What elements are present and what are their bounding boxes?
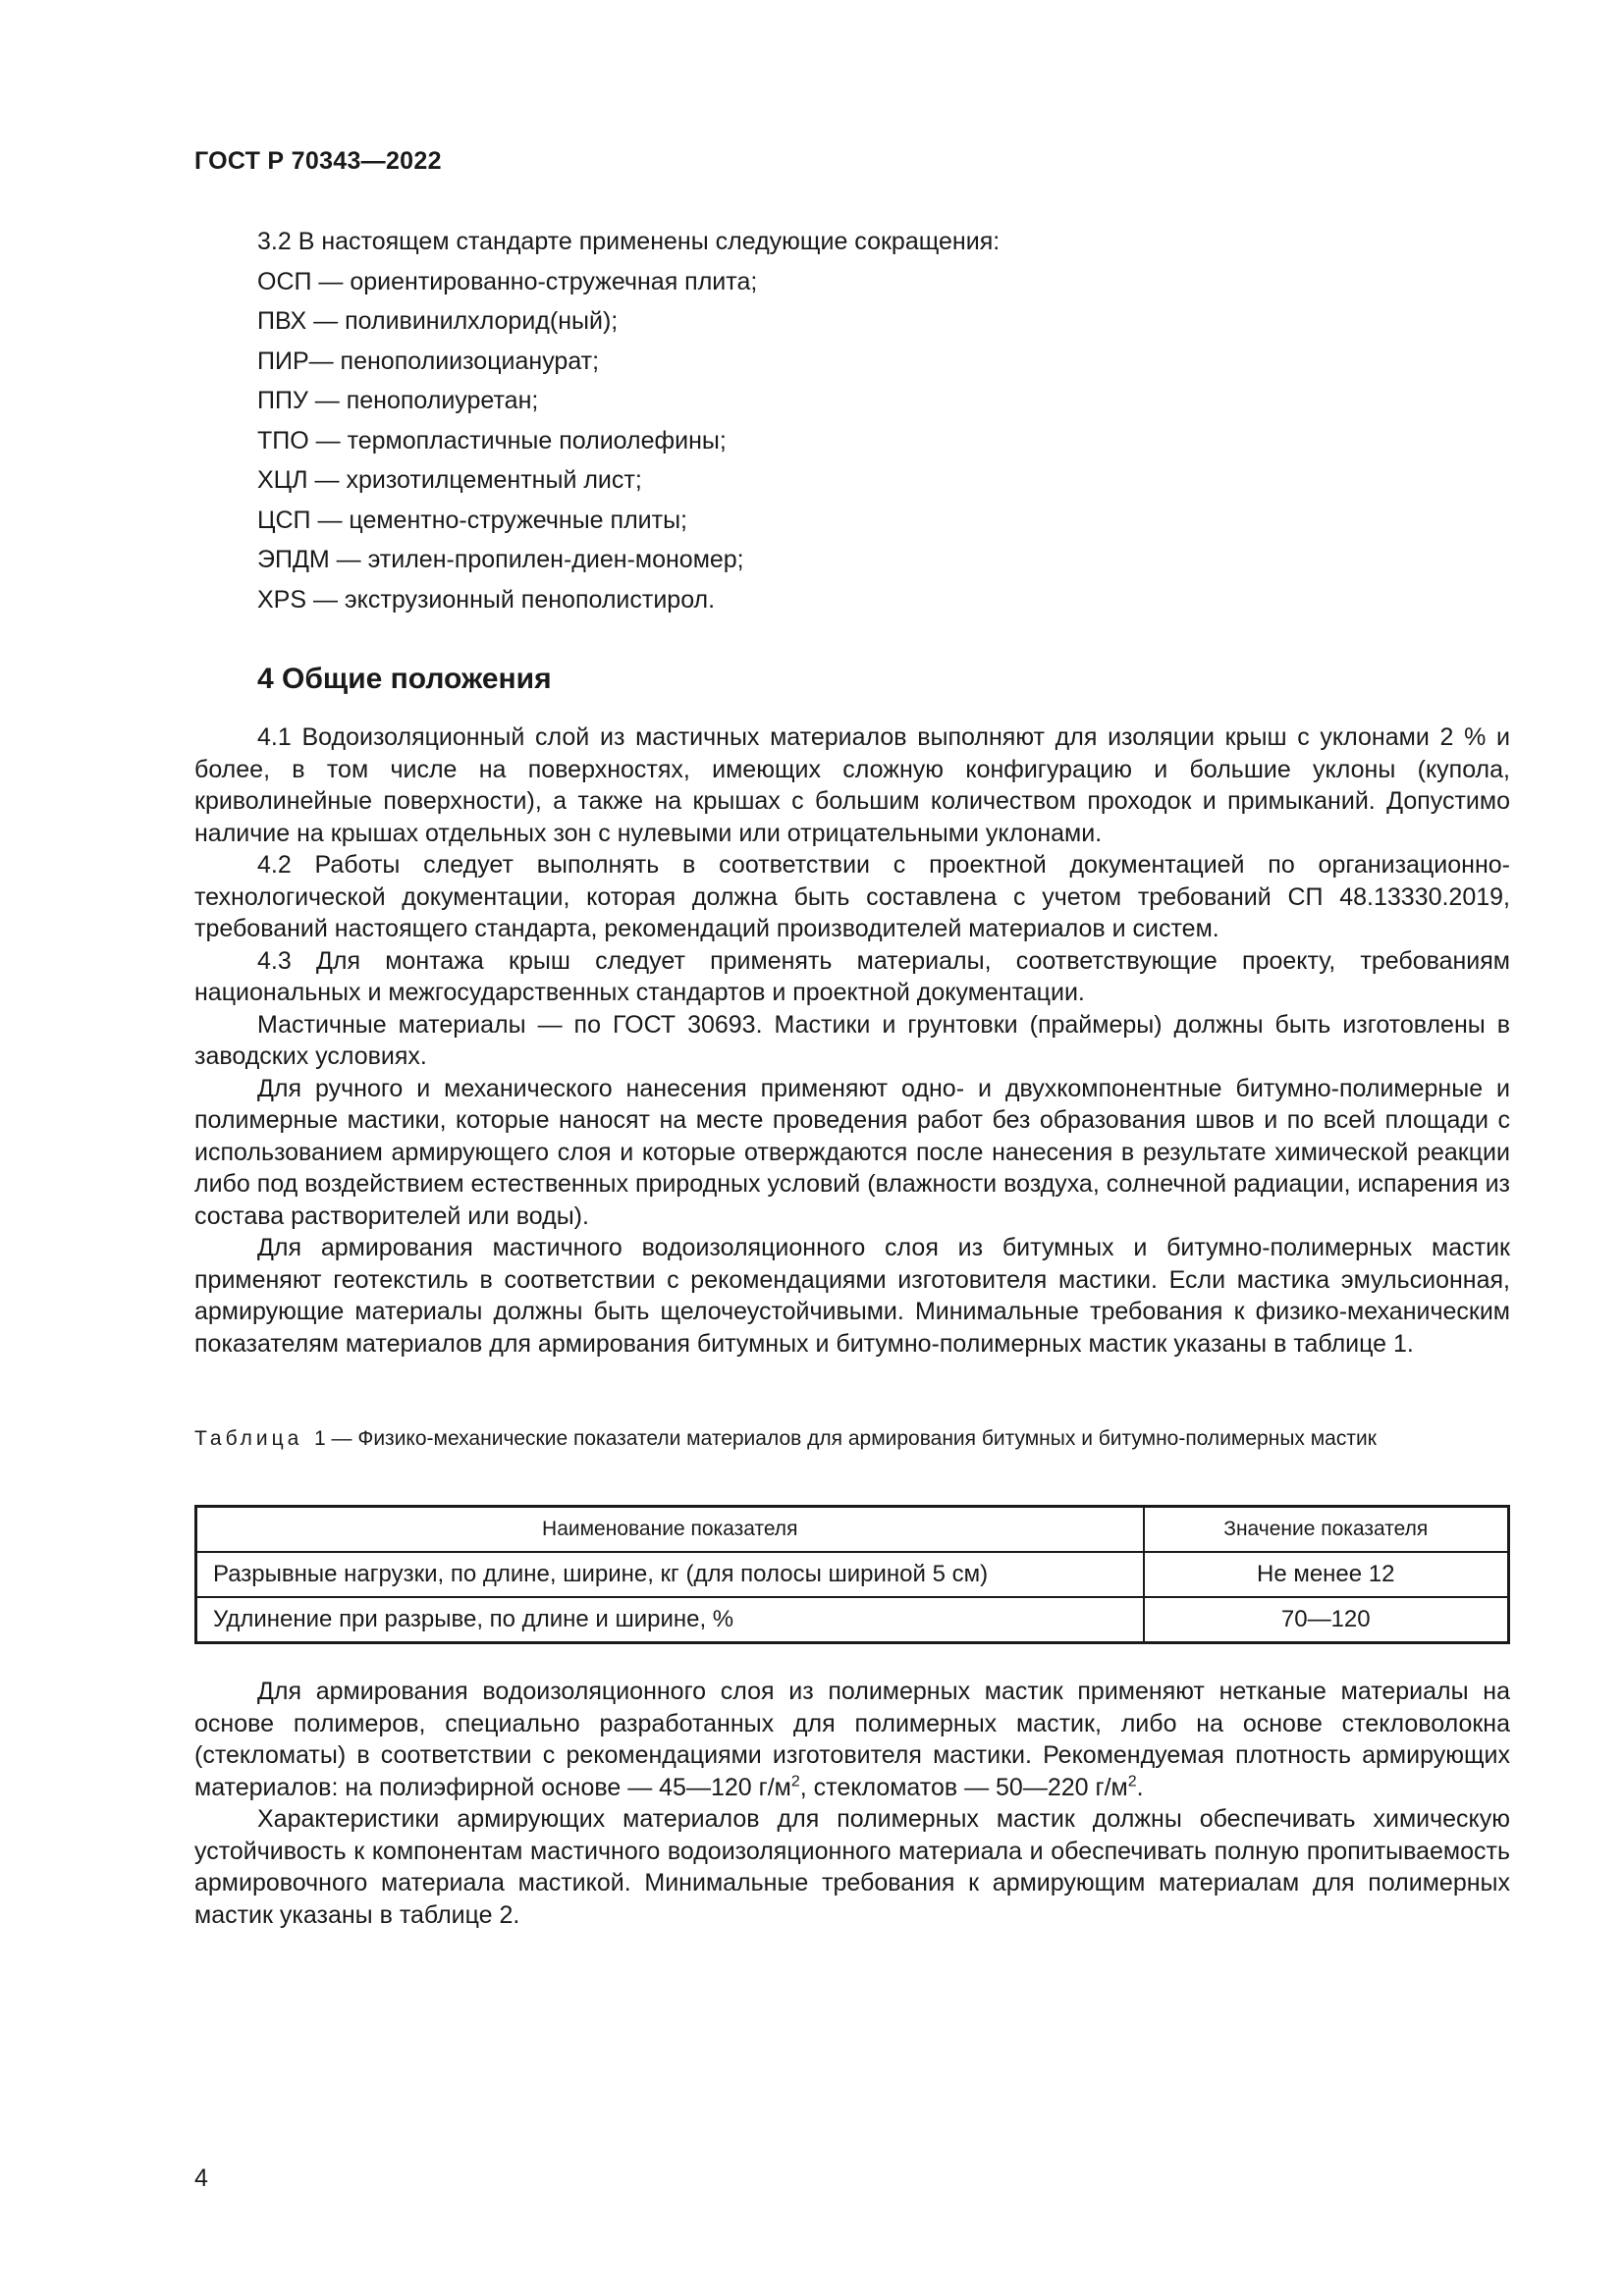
- text-run: , стекломатов — 50—220 г/м: [799, 1773, 1128, 1801]
- paragraph-polymer-reinforcement: [194, 1676, 1510, 1803]
- table-header-row: [196, 1507, 1509, 1553]
- table-header-cell: Наименование показателя: [196, 1507, 1144, 1553]
- paragraph-reinforcement: Для армирования мастичного водоизоляционного слоя из битумных и битумно-полимерных мастик применяют геотекстиль в соответствии с рекомендациями изготовителя мастики. Если мастика эмульсионная, армирующие материалы должны быть щелочеустойчивыми. Минимальные требования к физико-механическим показателям материалов для армирования битумных и битумно-полимерных мастик указаны в таблице 1.: [194, 1234, 1510, 1358]
- table-caption-text: 1 — Физико-механические показатели материалов для армирования битумных и битумно-полимерных мастик: [314, 1427, 1377, 1450]
- table-cell: Разрывные нагрузки, по длине, ширине, кг (для полосы шириной 5 см): [196, 1552, 1144, 1597]
- abbreviation-item: XPS — экструзионный пенополистирол.: [257, 585, 716, 614]
- section-4-body: [194, 721, 1510, 1360]
- abbreviations-intro: 3.2 В настоящем стандарте применены следующие сокращения:: [257, 228, 1001, 255]
- abbreviation-item: ОСП — ориентированно-стружечная плита;: [257, 267, 758, 295]
- superscript: 2: [1127, 1773, 1137, 1790]
- table-1-caption: [194, 1426, 1510, 1452]
- abbreviation-item: ХЦЛ — хризотилцементный лист;: [257, 466, 642, 494]
- table-row: [196, 1552, 1509, 1597]
- table-row: [196, 1597, 1509, 1643]
- text-run: .: [1136, 1773, 1144, 1801]
- table-1: [194, 1505, 1510, 1644]
- abbreviation-item: ПВХ — поливинилхлорид(ный);: [257, 307, 619, 335]
- text-run: Для армирования водоизоляционного слоя из полимерных мастик применяют нетканые материалы на основе полимеров, специально разработанных для полимерных мастик, либо на основе стекловолокна (стекломаты) в соответствии с рекомендациями изготовителя мастики. Рекомендуемая плотность армирующих материалов: на полиэфирной основе — 45—120 г/м: [194, 1678, 1510, 1801]
- abbreviation-item: ПИР— пенополиизоцианурат;: [257, 347, 600, 375]
- table-cell: 70—120: [1144, 1597, 1509, 1643]
- paragraph-application: Для ручного и механического нанесения применяют одно- и двухкомпонентные битумно-полимерные и полимерные мастики, которые наносят на месте проведения работ без образования швов и по всей площади с использованием армирующего слоя и которые отверждаются после нанесения в результате химической реакции либо под воздействием естественных природных условий (влажности воздуха, солнечной радиации, испарения из состава растворителей или воды).: [194, 1074, 1510, 1230]
- abbreviation-item: ТПО — термопластичные полиолефины;: [257, 426, 727, 454]
- paragraph-4-1: 4.1 Водоизоляционный слой из мастичных материалов выполняют для изоляции крыш с уклонами 2 % и более, в том числе на поверхностях, имеющих сложную конфигурацию и большие уклоны (купола, криволинейные поверхности), а также на крышах с большим количеством проходок и примыканий. Допустимо наличие на крышах отдельных зон с нулевыми или отрицательными уклонами.: [194, 723, 1510, 847]
- page-number: 4: [194, 2164, 208, 2192]
- table-caption-label: Таблица: [194, 1427, 303, 1450]
- abbreviation-item: ЦСП — цементно-стружечные плиты;: [257, 506, 687, 534]
- abbreviations-list: [257, 222, 1000, 619]
- paragraph-4-3: 4.3 Для монтажа крыш следует применять материалы, соответствующие проекту, требованиям национальных и межгосударственных стандартов и проектной документации.: [194, 946, 1510, 1006]
- document-code-header: ГОСТ Р 70343—2022: [194, 147, 442, 175]
- superscript: 2: [790, 1773, 800, 1790]
- abbreviation-item: ЭПДМ — этилен-пропилен-диен-мономер;: [257, 546, 744, 573]
- paragraph-characteristics: Характеристики армирующих материалов для полимерных мастик должны обеспечивать химическую устойчивость к компонентам мастичного водоизоляционного материала и обеспечивать полную пропитываемость армировочного материала мастикой. Минимальные требования к армирующим материалам для полимерных мастик указаны в таблице 2.: [194, 1805, 1510, 1929]
- paragraph-4-2: 4.2 Работы следует выполнять в соответствии с проектной документацией по организационно-технологической документации, которая должна быть составлена с учетом требований СП 48.13330.2019, требований настоящего стандарта, рекомендаций производителей материалов и систем.: [194, 851, 1510, 942]
- paragraph-mastic-materials: Мастичные материалы — по ГОСТ 30693. Мастики и грунтовки (праймеры) должны быть изготовлены в заводских условиях.: [194, 1010, 1510, 1070]
- table-header-cell: Значение показателя: [1144, 1507, 1509, 1553]
- table-cell: Удлинение при разрыве, по длине и ширине, %: [196, 1597, 1144, 1643]
- abbreviation-item: ППУ — пенополиуретан;: [257, 387, 539, 414]
- table-cell: Не менее 12: [1144, 1552, 1509, 1597]
- after-table-body: [194, 1676, 1510, 1931]
- section-4-title: 4 Общие положения: [257, 663, 552, 695]
